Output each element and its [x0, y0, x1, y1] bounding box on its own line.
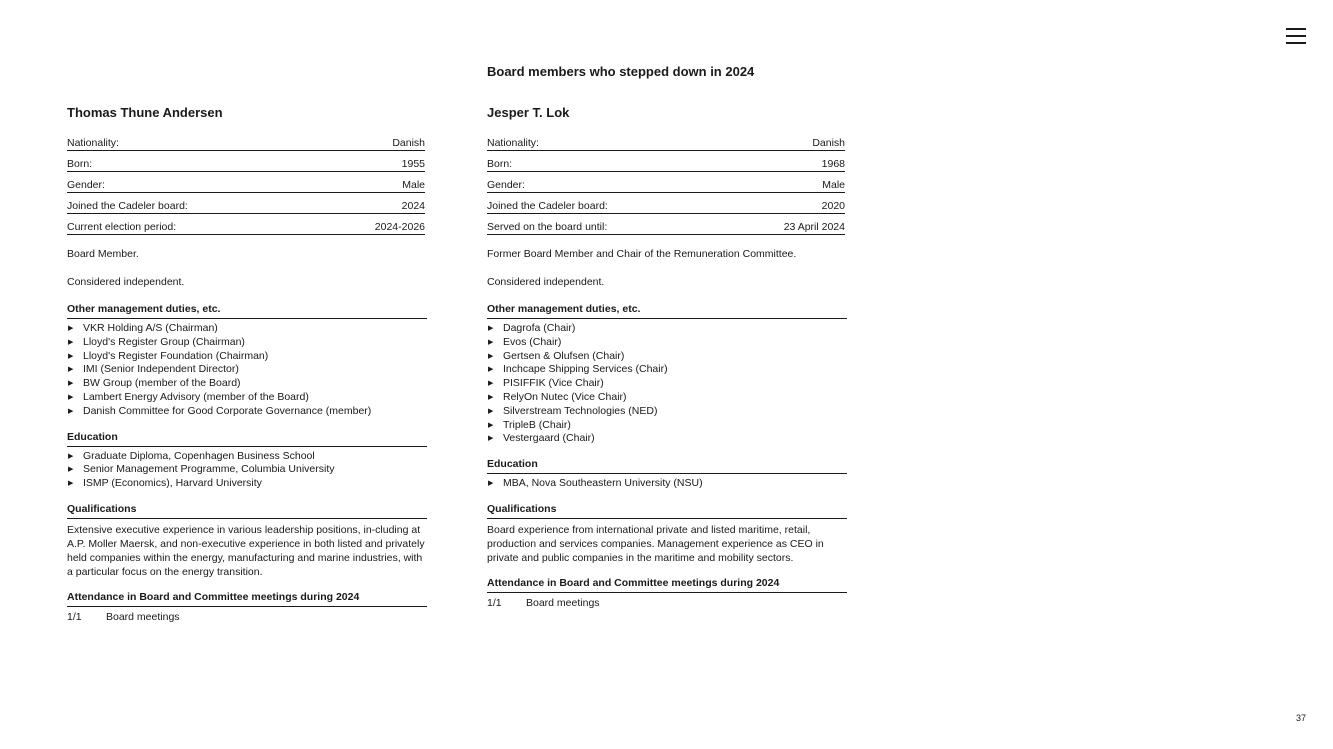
qualifications-heading: Qualifications	[487, 502, 847, 519]
list-item: ▶ TripleB (Chair)	[487, 419, 847, 433]
member-name: Jesper T. Lok	[487, 105, 570, 120]
list-item: ▶ MBA, Nova Southeastern University (NSU)	[487, 477, 847, 491]
attendance-count: 1/1	[67, 610, 82, 623]
fact-row	[67, 151, 425, 172]
list-item: ▶ Graduate Diploma, Copenhagen Business School	[67, 450, 427, 464]
list-item: ▶ Lloyd's Register Foundation (Chairman)	[67, 350, 427, 364]
fact-label: Current election period:	[67, 214, 320, 235]
duties-list	[487, 322, 847, 446]
list-item: ▶ Silverstream Technologies (NED)	[487, 405, 847, 419]
facts-table	[67, 130, 425, 235]
list-item: ▶ Evos (Chair)	[487, 336, 847, 350]
board-member-left	[67, 104, 427, 624]
attendance-label: Board meetings	[106, 610, 180, 623]
education-heading: Education	[487, 457, 847, 474]
independence-text: Considered independent.	[487, 276, 605, 288]
qualifications-heading: Qualifications	[67, 502, 427, 519]
qualifications-text: Extensive executive experience in various leadership positions, in-cluding at A.P. Moller Maersk, and non-executive experience in both listed and privately held companies within the energy, manufacturing and marine industries, with a particular focus on the energy transition.	[67, 523, 425, 578]
fact-row	[67, 130, 425, 151]
list-item: ▶ ISMP (Economics), Harvard University	[67, 477, 427, 491]
fact-row	[487, 130, 845, 151]
attendance-label: Board meetings	[526, 596, 600, 609]
fact-label: Born:	[67, 151, 320, 172]
fact-label: Gender:	[487, 172, 724, 193]
fact-label: Nationality:	[67, 130, 320, 151]
section-heading: Board members who stepped down in 2024	[487, 64, 755, 79]
education-list	[487, 477, 847, 491]
member-name: Thomas Thune Andersen	[67, 105, 223, 120]
list-item: ▶ Inchcape Shipping Services (Chair)	[487, 363, 847, 377]
list-item: ▶ Dagrofa (Chair)	[487, 322, 847, 336]
fact-value: Male	[724, 172, 845, 193]
attendance-row	[67, 610, 427, 624]
list-item: ▶ VKR Holding A/S (Chairman)	[67, 322, 427, 336]
duties-heading: Other management duties, etc.	[67, 302, 427, 319]
fact-label: Joined the Cadeler board:	[487, 193, 724, 214]
menu-line	[1286, 42, 1306, 44]
independence-text: Considered independent.	[67, 276, 185, 288]
role-text: Board Member.	[67, 248, 139, 260]
list-item: ▶ PISIFFIK (Vice Chair)	[487, 377, 847, 391]
fact-row	[67, 172, 425, 193]
fact-label: Joined the Cadeler board:	[67, 193, 320, 214]
fact-row	[67, 214, 425, 235]
fact-label: Gender:	[67, 172, 320, 193]
menu-line	[1286, 35, 1306, 37]
fact-value: 1955	[320, 151, 425, 172]
fact-label: Served on the board until:	[487, 214, 724, 235]
fact-value: Danish	[320, 130, 425, 151]
fact-row	[487, 151, 845, 172]
fact-value: 2024	[320, 193, 425, 214]
fact-row	[487, 193, 845, 214]
fact-value: 1968	[724, 151, 845, 172]
list-item: ▶ Lloyd's Register Group (Chairman)	[67, 336, 427, 350]
attendance-row	[487, 596, 847, 610]
fact-label: Nationality:	[487, 130, 724, 151]
list-item: ▶ BW Group (member of the Board)	[67, 377, 427, 391]
attendance-heading: Attendance in Board and Committee meetings during 2024	[67, 590, 427, 607]
list-item: ▶ RelyOn Nutec (Vice Chair)	[487, 391, 847, 405]
role-text: Former Board Member and Chair of the Remuneration Committee.	[487, 248, 797, 260]
list-item: ▶ Gertsen & Olufsen (Chair)	[487, 350, 847, 364]
list-item: ▶ Danish Committee for Good Corporate Governance (member)	[67, 405, 427, 419]
attendance-count: 1/1	[487, 596, 502, 609]
fact-value: Danish	[724, 130, 845, 151]
menu-icon[interactable]	[1286, 27, 1306, 45]
facts-table	[487, 130, 845, 235]
duties-heading: Other management duties, etc.	[487, 302, 847, 319]
fact-row	[67, 193, 425, 214]
fact-label: Born:	[487, 151, 724, 172]
education-list	[67, 450, 427, 491]
list-item: ▶ IMI (Senior Independent Director)	[67, 363, 427, 377]
duties-list	[67, 322, 427, 419]
attendance-heading: Attendance in Board and Committee meetings during 2024	[487, 576, 847, 593]
fact-value: 2024-2026	[320, 214, 425, 235]
fact-value: 2020	[724, 193, 845, 214]
fact-row	[487, 172, 845, 193]
list-item: ▶ Lambert Energy Advisory (member of the Board)	[67, 391, 427, 405]
fact-value: Male	[320, 172, 425, 193]
qualifications-text: Board experience from international private and listed maritime, retail, production and services companies. Management experience as CEO in private and public companies in the maritime and mobility sectors.	[487, 523, 824, 564]
education-heading: Education	[67, 430, 427, 447]
menu-line	[1286, 28, 1306, 30]
board-member-right	[487, 104, 847, 610]
fact-value: 23 April 2024	[724, 214, 845, 235]
fact-row	[487, 214, 845, 235]
list-item: ▶ Senior Management Programme, Columbia University	[67, 463, 427, 477]
page-number: 37	[1295, 713, 1306, 723]
list-item: ▶ Vestergaard (Chair)	[487, 432, 847, 446]
